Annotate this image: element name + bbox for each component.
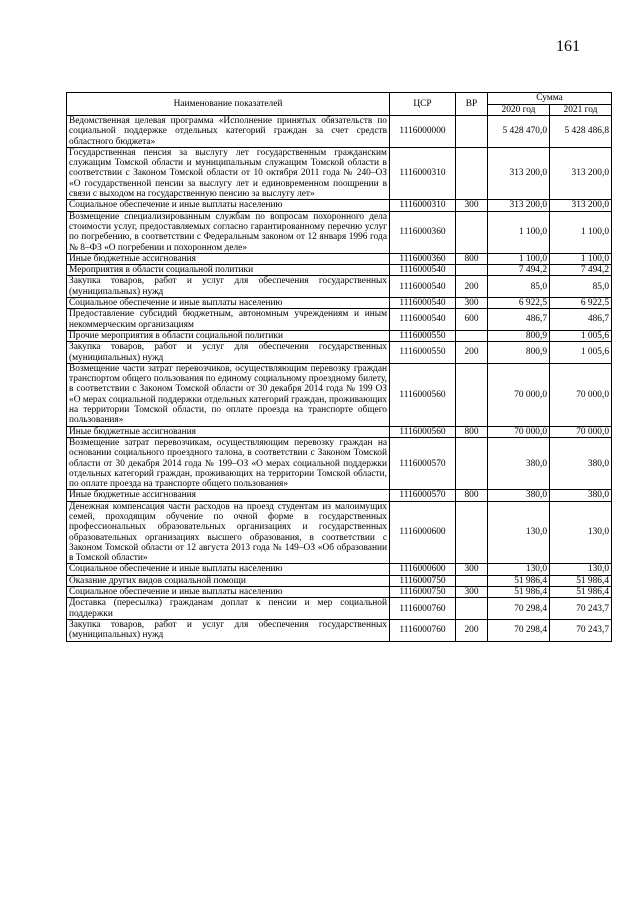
row-sum-2020-cell: 130,0 [488,564,550,575]
row-csr-cell: 1116000550 [390,342,456,364]
row-name-cell: Социальное обеспечение и иные выплаты населению [67,564,390,575]
row-sum-2021-cell: 313 200,0 [550,147,612,199]
row-sum-2021-cell: 7 494,2 [550,265,612,276]
row-vr-cell: 300 [456,564,488,575]
row-vr-cell [456,265,488,276]
row-vr-cell: 300 [456,587,488,598]
row-vr-cell [456,575,488,586]
row-vr-cell [456,330,488,341]
table-row [67,147,612,199]
row-vr-cell: 600 [456,309,488,331]
row-name-cell: Иные бюджетные ассигнования [67,253,390,264]
row-vr-cell [456,147,488,199]
table-row [67,330,612,341]
row-sum-2020-cell: 486,7 [488,309,550,331]
header-vr: ВР [456,93,488,116]
row-sum-2020-cell: 1 100,0 [488,211,550,253]
row-sum-2020-cell: 51 986,4 [488,587,550,598]
row-sum-2021-cell: 6 922,5 [550,298,612,309]
row-sum-2020-cell: 70 298,4 [488,598,550,620]
table-body [67,116,612,642]
row-csr-cell: 1116000560 [390,426,456,437]
row-sum-2020-cell: 1 100,0 [488,253,550,264]
table-row [67,587,612,598]
row-sum-2020-cell: 6 922,5 [488,298,550,309]
row-sum-2020-cell: 313 200,0 [488,147,550,199]
row-vr-cell [456,598,488,620]
row-sum-2021-cell: 380,0 [550,490,612,501]
row-sum-2021-cell: 51 986,4 [550,587,612,598]
table-row [67,298,612,309]
row-sum-2020-cell: 85,0 [488,276,550,298]
row-sum-2021-cell: 1 005,6 [550,330,612,341]
row-csr-cell: 1116000540 [390,276,456,298]
row-sum-2021-cell: 70 243,7 [550,598,612,620]
table-row [67,575,612,586]
row-name-cell: Иные бюджетные ассигнования [67,490,390,501]
row-csr-cell: 1116000540 [390,298,456,309]
row-csr-cell: 1116000310 [390,147,456,199]
row-name-cell: Возмещение специализированным службам по вопросам похоронного дела стоимости услуг, предоставляемых согласно гарантированному перечню услуг по погребению, в соответствии с Федеральным законом от 12 января 1996 года № 8–ФЗ «О погребении и похоронном деле» [67,211,390,253]
row-csr-cell: 1116000750 [390,587,456,598]
table-row [67,265,612,276]
row-name-cell: Закупка товаров, работ и услуг для обеспечения государственных (муниципальных) нужд [67,619,390,641]
row-csr-cell: 1116000550 [390,330,456,341]
table-row [67,619,612,641]
row-sum-2021-cell: 130,0 [550,564,612,575]
row-name-cell: Закупка товаров, работ и услуг для обеспечения государственных (муниципальных) нужд [67,342,390,364]
row-sum-2020-cell: 70 000,0 [488,363,550,426]
row-csr-cell: 1116000360 [390,253,456,264]
row-name-cell: Социальное обеспечение и иные выплаты населению [67,298,390,309]
row-sum-2021-cell: 5 428 486,8 [550,116,612,148]
page-number: 161 [556,38,580,55]
row-sum-2021-cell: 51 986,4 [550,575,612,586]
row-sum-2021-cell: 380,0 [550,437,612,489]
row-csr-cell: 1116000760 [390,619,456,641]
row-sum-2020-cell: 130,0 [488,501,550,564]
table-row [67,490,612,501]
header-year-2021: 2021 год [550,104,612,116]
row-sum-2020-cell: 380,0 [488,437,550,489]
table-row [67,501,612,564]
row-sum-2020-cell: 5 428 470,0 [488,116,550,148]
row-sum-2020-cell: 800,9 [488,342,550,364]
row-vr-cell: 800 [456,426,488,437]
table-row [67,200,612,211]
row-sum-2021-cell: 313 200,0 [550,200,612,211]
budget-table [66,92,612,642]
row-sum-2021-cell: 1 005,6 [550,342,612,364]
table-row [67,363,612,426]
row-vr-cell: 800 [456,490,488,501]
row-vr-cell [456,437,488,489]
row-csr-cell: 1116000570 [390,437,456,489]
row-vr-cell: 300 [456,200,488,211]
row-name-cell: Возмещение затрат перевозчикам, осуществляющим перевозку граждан на основании социального проездного талона, в соответствии с Законом Томской области от 30 декабря 2014 года № 199–ОЗ «О мерах социальной поддержки отдельных категорий граждан, проживающих на территории Томской области, по оплате проезда на транспорте общего пользования» [67,437,390,489]
row-name-cell: Прочие мероприятия в области социальной политики [67,330,390,341]
row-csr-cell: 1116000570 [390,490,456,501]
row-name-cell: Социальное обеспечение и иные выплаты населению [67,587,390,598]
row-sum-2021-cell: 70 243,7 [550,619,612,641]
row-vr-cell: 800 [456,253,488,264]
table-row [67,342,612,364]
row-name-cell: Оказание других видов социальной помощи [67,575,390,586]
table-row [67,253,612,264]
table-row [67,276,612,298]
row-csr-cell: 1116000310 [390,200,456,211]
table-row [67,437,612,489]
row-name-cell: Предоставление субсидий бюджетным, автономным учреждениям и иным некоммерческим организациям [67,309,390,331]
row-vr-cell [456,501,488,564]
row-sum-2021-cell: 70 000,0 [550,363,612,426]
row-sum-2021-cell: 70 000,0 [550,426,612,437]
row-name-cell: Возмещение части затрат перевозчиков, осуществляющим перевозку граждан транспортом общего пользования по единому социальному проездному билету, в соответствии с Законом Томской области от 30 декабря 2014 года № 199 ОЗ «О мерах социальной поддержки отдельных категорий граждан, проживающих на территории Томской области, по оплате проезда на транспорте общего пользования» [67,363,390,426]
row-csr-cell: 1116000360 [390,211,456,253]
row-name-cell: Государственная пенсия за выслугу лет государственным гражданским служащим Томской области и муниципальным служащим Томской области в соответствии с Законом Томской области от 10 октября 2011 года № 240–ОЗ «О государственной пенсии за выслугу лет и единовременном поощрении в связи с выходом на государственную пенсию за выслугу лет» [67,147,390,199]
row-sum-2021-cell: 486,7 [550,309,612,331]
header-name: Наименование показателей [67,93,390,116]
table-row [67,116,612,148]
row-vr-cell [456,116,488,148]
row-csr-cell: 1116000560 [390,363,456,426]
row-csr-cell: 1116000540 [390,309,456,331]
row-vr-cell: 200 [456,619,488,641]
row-csr-cell: 1116000540 [390,265,456,276]
table-row [67,309,612,331]
row-sum-2020-cell: 7 494,2 [488,265,550,276]
row-sum-2020-cell: 380,0 [488,490,550,501]
row-sum-2021-cell: 1 100,0 [550,211,612,253]
row-csr-cell: 1116000600 [390,501,456,564]
row-name-cell: Доставка (пересылка) гражданам доплат к пенсии и мер социальной поддержки [67,598,390,620]
row-csr-cell: 1116000600 [390,564,456,575]
row-name-cell: Иные бюджетные ассигнования [67,426,390,437]
row-csr-cell: 1116000750 [390,575,456,586]
row-vr-cell [456,211,488,253]
table-row [67,598,612,620]
row-name-cell: Денежная компенсация части расходов на проезд студентам из малоимущих семей, проходящим обучение по очной форме в государственных профессиональных образовательных организациях и государственных образовательных организациях высшего образования, в соответствии с Законом Томской области от 12 августа 2013 года № 149–ОЗ «Об образовании в Томской области» [67,501,390,564]
table-row [67,211,612,253]
row-sum-2020-cell: 800,9 [488,330,550,341]
row-sum-2020-cell: 70 000,0 [488,426,550,437]
row-sum-2021-cell: 130,0 [550,501,612,564]
row-sum-2020-cell: 51 986,4 [488,575,550,586]
row-csr-cell: 1116000760 [390,598,456,620]
table-row [67,426,612,437]
row-name-cell: Ведомственная целевая программа «Исполнение принятых обязательств по социальной поддержке отдельных категорий граждан за счет средств областного бюджета» [67,116,390,148]
row-sum-2021-cell: 1 100,0 [550,253,612,264]
row-sum-2020-cell: 313 200,0 [488,200,550,211]
row-vr-cell [456,363,488,426]
row-name-cell: Мероприятия в области социальной политики [67,265,390,276]
table-row [67,564,612,575]
row-vr-cell: 200 [456,276,488,298]
row-csr-cell: 1116000000 [390,116,456,148]
row-sum-2021-cell: 85,0 [550,276,612,298]
header-sum: Сумма [488,93,612,105]
header-year-2020: 2020 год [488,104,550,116]
header-csr: ЦСР [390,93,456,116]
row-name-cell: Закупка товаров, работ и услуг для обеспечения государственных (муниципальных) нужд [67,276,390,298]
row-vr-cell: 200 [456,342,488,364]
row-vr-cell: 300 [456,298,488,309]
row-sum-2020-cell: 70 298,4 [488,619,550,641]
row-name-cell: Социальное обеспечение и иные выплаты населению [67,200,390,211]
